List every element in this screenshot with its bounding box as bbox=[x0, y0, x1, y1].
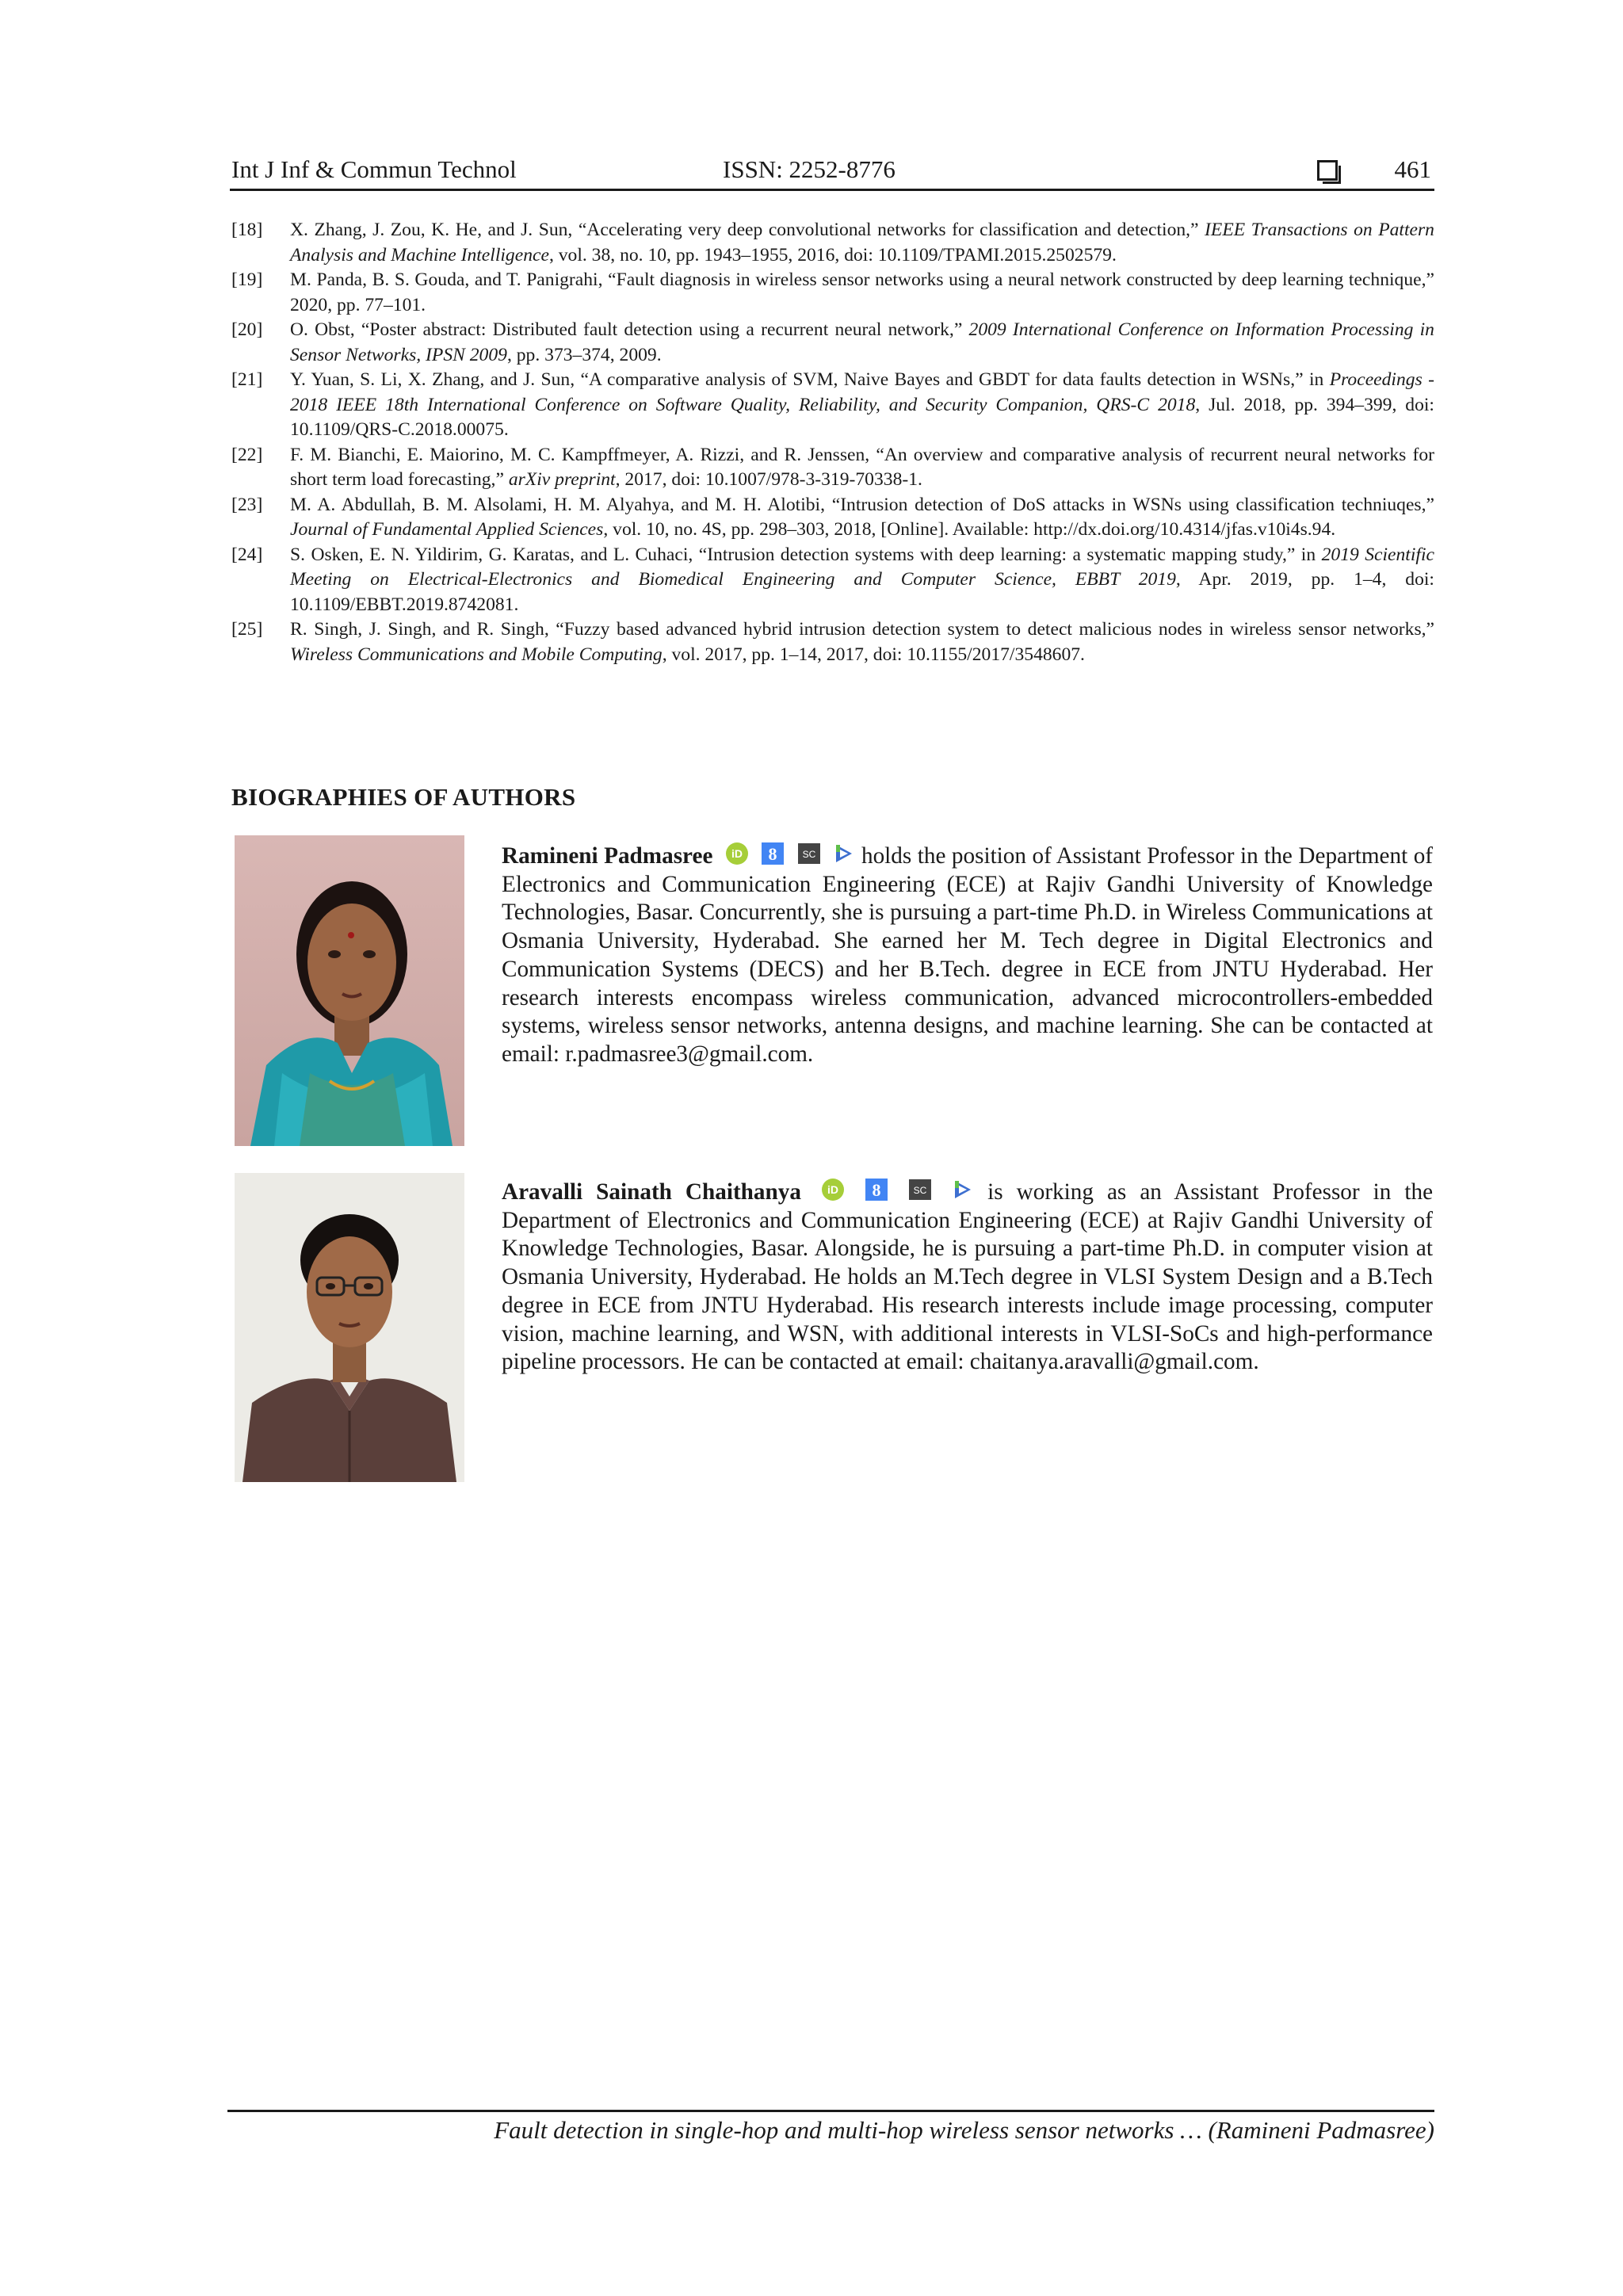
reference-number: [20] bbox=[231, 319, 263, 340]
reference-22 bbox=[230, 443, 1434, 493]
author-bio-2 bbox=[231, 1171, 1434, 1488]
author-name: Aravalli Sainath Chaithanya bbox=[502, 1179, 801, 1205]
author-bio-text bbox=[502, 1178, 1433, 1377]
reference-venue: IEEE Transactions on Pattern Analysis and Machine Intelligence bbox=[290, 220, 1434, 266]
svg-text:SC: SC bbox=[802, 849, 816, 860]
author-bio-text bbox=[502, 842, 1433, 1069]
reference-number: [24] bbox=[231, 544, 263, 565]
reference-19 bbox=[230, 268, 1434, 318]
author-name: Ramineni Padmasree bbox=[502, 843, 713, 869]
google-scholar-icon[interactable] bbox=[761, 842, 785, 865]
reference-23 bbox=[230, 493, 1434, 543]
orcid-icon[interactable] bbox=[821, 1178, 845, 1201]
biographies-heading: BIOGRAPHIES OF AUTHORS bbox=[231, 783, 576, 811]
square-ornament-icon bbox=[1317, 160, 1338, 181]
reference-venue: 2009 International Conference on Information Processing in Sensor Networks, IPSN 2009 bbox=[290, 319, 1434, 365]
reference-details: , Jul. 2018, pp. 394–399, doi: 10.1109/QRS-C.2018.00075. bbox=[290, 394, 1434, 440]
orcid-icon[interactable] bbox=[725, 842, 749, 865]
reference-details: , 2017, doi: 10.1007/978-3-319-70338-1. bbox=[615, 469, 922, 490]
references-list bbox=[230, 218, 1434, 667]
reference-details: , Apr. 2019, pp. 1–4, doi: 10.1109/EBBT.2019.8742081. bbox=[290, 569, 1434, 615]
svg-text:8: 8 bbox=[768, 844, 777, 864]
author-photo-female bbox=[235, 835, 464, 1146]
reference-text: O. Obst, “Poster abstract: Distributed fault detection using a recurrent neural network,” bbox=[290, 319, 969, 340]
running-header bbox=[230, 154, 1434, 191]
author-photo-male bbox=[235, 1173, 464, 1482]
reference-venue: Journal of Fundamental Applied Sciences bbox=[290, 519, 604, 540]
publons-icon[interactable] bbox=[952, 1178, 974, 1201]
reference-details: , vol. 38, no. 10, pp. 1943–1955, 2016, doi: 10.1109/TPAMI.2015.2502579. bbox=[548, 244, 1117, 266]
author-bio-1 bbox=[231, 835, 1434, 1152]
publons-icon[interactable] bbox=[833, 842, 855, 865]
svg-text:iD: iD bbox=[827, 1183, 838, 1196]
reference-21 bbox=[230, 368, 1434, 443]
reference-number: [22] bbox=[231, 444, 263, 465]
reference-venue: 2019 Scientific Meeting on Electrical-Electronics and Biomedical Engineering and Computer Science, EBBT 2019 bbox=[290, 544, 1434, 590]
scopus-icon[interactable] bbox=[908, 1178, 932, 1201]
reference-venue: arXiv preprint bbox=[508, 469, 616, 490]
reference-text: S. Osken, E. N. Yildirim, G. Karatas, and L. Cuhaci, “Intrusion detection systems with deep learning: a systematic mapping study,” in bbox=[290, 544, 1322, 565]
page-number: 461 bbox=[1394, 155, 1431, 183]
reference-18 bbox=[230, 218, 1434, 268]
reference-20 bbox=[230, 318, 1434, 368]
reference-details: , pp. 373–374, 2009. bbox=[506, 344, 662, 365]
reference-25 bbox=[230, 617, 1434, 667]
svg-text:iD: iD bbox=[731, 847, 743, 860]
reference-text: R. Singh, J. Singh, and R. Singh, “Fuzzy based advanced hybrid intrusion detection system to detect malicious nodes in wireless sensor networks,” bbox=[290, 619, 1434, 640]
google-scholar-icon[interactable] bbox=[865, 1178, 888, 1201]
reference-details: , vol. 2017, pp. 1–14, 2017, doi: 10.1155/2017/3548607. bbox=[662, 644, 1085, 665]
reference-text: F. M. Bianchi, E. Maiorino, M. C. Kampffmeyer, A. Rizzi, and R. Jenssen, “An overview and comparative analysis of recurrent neural networks for short term load forecasting,” bbox=[290, 444, 1434, 490]
reference-text: M. A. Abdullah, B. M. Alsolami, H. M. Alyahya, and M. H. Alotibi, “Intrusion detection of DoS attacks in WSNs using classification techniuqes,” bbox=[290, 494, 1434, 515]
reference-venue: Proceedings - 2018 IEEE 18th International Conference on Software Quality, Reliability, and Security Companion, QRS-C 2018 bbox=[290, 369, 1434, 415]
author-description: is working as an Assistant Professor in the Department of Electronics and Communication Engineering (ECE) at Rajiv Gandhi University of Knowledge Technologies, Basar. Alongside, he is pursuing a part-time Ph.D. in computer vision at Osmania University, Hyderabad. He holds an M.Tech degree in VLSI System Design and a B.Tech degree in ECE from JNTU Hyderabad. His research interests include image processing, computer vision, machine learning, and WSN, with additional interests in VLSI-SoCs and high-performance pipeline processors. He can be contacted at email: chaitanya.aravalli@gmail.com. bbox=[502, 1179, 1434, 1375]
reference-number: [25] bbox=[231, 619, 263, 640]
running-footer: Fault detection in single-hop and multi-hop wireless sensor networks … (Ramineni Padmasree) bbox=[494, 2116, 1434, 2144]
reference-24 bbox=[230, 543, 1434, 618]
reference-text: Y. Yuan, S. Li, X. Zhang, and J. Sun, “A comparative analysis of SVM, Naive Bayes and GBDT for data faults detection in WSNs,” in bbox=[290, 369, 1330, 390]
reference-details: , vol. 10, no. 4S, pp. 298–303, 2018, [Online]. Available: http://dx.doi.org/10.4314/jfas.v10i4s.94. bbox=[603, 519, 1336, 540]
footer-rule bbox=[227, 2110, 1434, 2112]
journal-name: Int J Inf & Commun Technol bbox=[231, 155, 517, 183]
svg-text:SC: SC bbox=[913, 1185, 927, 1196]
reference-number: [19] bbox=[231, 269, 263, 290]
svg-text:8: 8 bbox=[872, 1180, 881, 1200]
issn: ISSN: 2252-8776 bbox=[723, 155, 896, 183]
scopus-icon[interactable] bbox=[797, 842, 821, 865]
reference-number: [23] bbox=[231, 494, 263, 515]
reference-number: [18] bbox=[231, 220, 263, 240]
reference-text: M. Panda, B. S. Gouda, and T. Panigrahi, “Fault diagnosis in wireless sensor networks using a neural network constructed by deep learning technique,” 2020, pp. 77–101. bbox=[290, 269, 1434, 315]
reference-text: X. Zhang, J. Zou, K. He, and J. Sun, “Accelerating very deep convolutional networks for classification and detection,” bbox=[290, 220, 1205, 240]
author-description: holds the position of Assistant Professor in the Department of Electronics and Communication Engineering (ECE) at Rajiv Gandhi University of Knowledge Technologies, Basar. Concurrently, she is pursuing a part-time Ph.D. in Wireless Communications at Osmania University, Hyderabad. She earned her M. Tech degree in Digital Electronics and Communication Systems (DECS) and her B.Tech. degree in ECE from JNTU Hyderabad. Her research interests encompass wireless communication, advanced microcontrollers-embedded systems, wireless sensor networks, antenna designs, and machine learning. She can be contacted at email: r.padmasree3@gmail.com. bbox=[502, 843, 1434, 1067]
reference-venue: Wireless Communications and Mobile Computing bbox=[290, 644, 663, 665]
reference-number: [21] bbox=[231, 369, 263, 390]
